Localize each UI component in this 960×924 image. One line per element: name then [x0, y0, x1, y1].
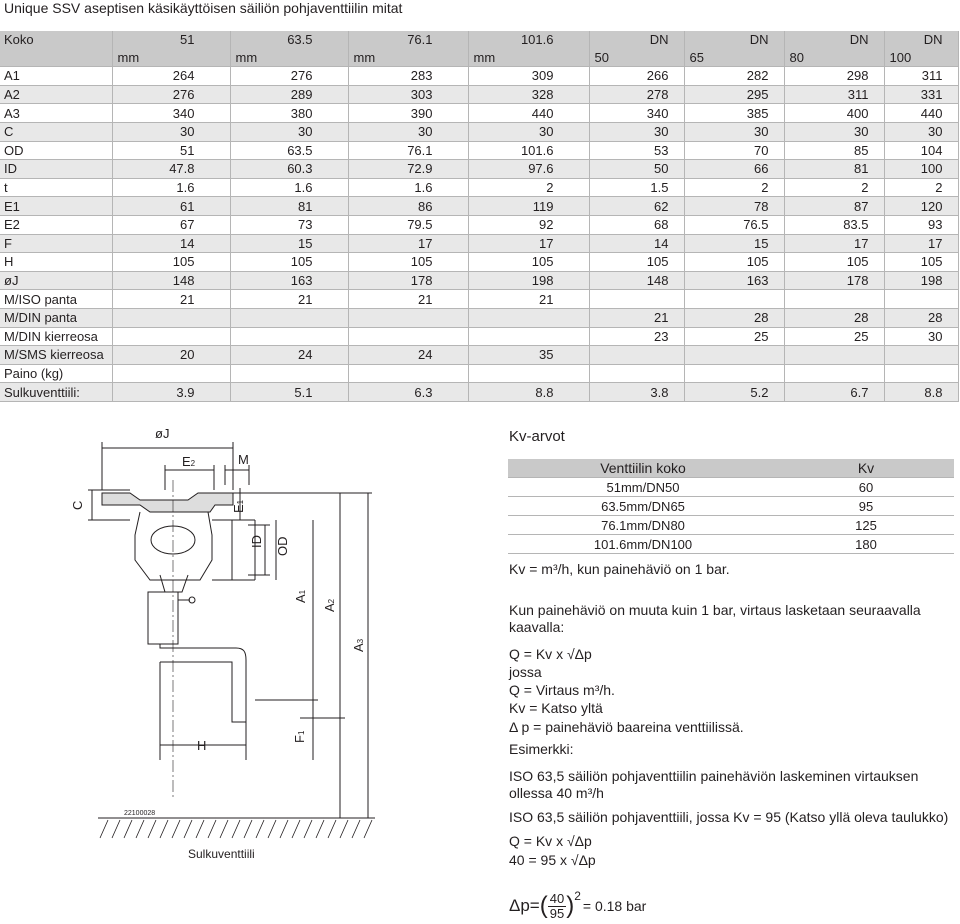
example-title: Esimerkki:: [509, 741, 574, 757]
cell: 47.8: [112, 160, 230, 179]
cell: 30: [589, 122, 684, 141]
cell: 30: [884, 122, 958, 141]
cell: 30: [468, 122, 589, 141]
cell: DN: [884, 31, 958, 49]
row-label: H: [0, 253, 112, 272]
label-M: M: [238, 452, 249, 467]
cell: 73: [230, 215, 348, 234]
cell: 25: [784, 327, 884, 346]
cell: DN: [684, 31, 784, 49]
cell: 2: [884, 178, 958, 197]
row-label: E1: [0, 197, 112, 216]
drawing-caption: Sulkuventtiili: [188, 847, 255, 861]
final-formula: Δp= ( $\frac{40}{95}$ ) 2 = 0.18 bar: [509, 889, 647, 921]
cell: 380: [230, 104, 348, 123]
table-row: [0, 290, 958, 309]
header-unit-row: [0, 49, 958, 67]
cell: 76.5: [684, 215, 784, 234]
cell: 28: [684, 308, 784, 327]
label-C: C: [70, 500, 85, 510]
cell: 8.8: [884, 383, 958, 402]
cell: [884, 346, 958, 365]
formula-3: 40 = 95 x √Δp: [509, 852, 596, 868]
cell: 311: [784, 85, 884, 104]
cell: 53: [589, 141, 684, 160]
q-definition: Q = Virtaus m³/h.: [509, 682, 615, 698]
cell: 62: [589, 197, 684, 216]
cell: 198: [468, 271, 589, 290]
cell: DN: [589, 31, 684, 49]
cell: 440: [884, 104, 958, 123]
cell: [784, 364, 884, 383]
label-A1: A1: [293, 589, 308, 603]
kv-note: Kv = m³/h, kun painehäviö on 1 bar.: [509, 561, 730, 577]
kv-table: [508, 459, 954, 554]
cell: 50: [589, 49, 684, 67]
kv-size: 101.6mm/DN100: [508, 535, 778, 554]
cell: 76.1: [348, 31, 468, 49]
cell: mm: [468, 49, 589, 67]
kv-value: 60: [778, 478, 954, 497]
cell: 1.6: [348, 178, 468, 197]
cell: 15: [230, 234, 348, 253]
cell: 289: [230, 85, 348, 104]
cell: 264: [112, 67, 230, 86]
table-row: [0, 160, 958, 179]
cell: 163: [230, 271, 348, 290]
example-1: ISO 63,5 säiliön pohjaventtiilin painehäviön laskeminen virtauksen ollessa 40 m³/h: [509, 768, 919, 801]
kv-row: [508, 497, 954, 516]
row-label: Koko: [0, 31, 112, 49]
label-A3: A3: [351, 638, 366, 652]
cell: 67: [112, 215, 230, 234]
cell: 63.5: [230, 141, 348, 160]
page-title: Unique SSV aseptisen käsikäyttöisen säiliön pohjaventtiilin mitat: [4, 0, 403, 16]
cell: [589, 346, 684, 365]
cell: 97.6: [468, 160, 589, 179]
cell: 50: [589, 160, 684, 179]
cell: 86: [348, 197, 468, 216]
cell: 35: [468, 346, 589, 365]
drawing-code: 22100028: [124, 810, 156, 817]
cell: 65: [684, 49, 784, 67]
cell: 68: [589, 215, 684, 234]
cell: mm: [112, 49, 230, 67]
table-row: [0, 122, 958, 141]
cell: [884, 364, 958, 383]
cell: [348, 308, 468, 327]
kv-col-size: Venttiilin koko: [508, 459, 778, 478]
cell: 14: [589, 234, 684, 253]
cell: 15: [684, 234, 784, 253]
dp-definition: Δ p = painehäviö baareina venttiilissä.: [509, 719, 744, 735]
table-row: [0, 85, 958, 104]
cell: 178: [348, 271, 468, 290]
table-row: [0, 67, 958, 86]
table-row: [0, 253, 958, 272]
cell: 309: [468, 67, 589, 86]
cell: 21: [589, 308, 684, 327]
row-label: [0, 49, 112, 67]
row-label: øJ: [0, 271, 112, 290]
cell: 30: [784, 122, 884, 141]
row-label: M/SMS kierreosa: [0, 346, 112, 365]
cell: [112, 364, 230, 383]
cell: 105: [884, 253, 958, 272]
dimensions-table: [0, 31, 959, 402]
kv-size: 51mm/DN50: [508, 478, 778, 497]
cell: 76.1: [348, 141, 468, 160]
cell: 2: [784, 178, 884, 197]
kv-row: [508, 516, 954, 535]
cell: 20: [112, 346, 230, 365]
cell: 101.6: [468, 31, 589, 49]
cell: 163: [684, 271, 784, 290]
cell: 21: [230, 290, 348, 309]
row-label: M/DIN kierreosa: [0, 327, 112, 346]
row-label: M/DIN panta: [0, 308, 112, 327]
cell: 6.3: [348, 383, 468, 402]
cell: 81: [230, 197, 348, 216]
header-row: [0, 31, 958, 49]
cell: [230, 364, 348, 383]
table-row: [0, 308, 958, 327]
cell: 298: [784, 67, 884, 86]
cell: 3.8: [589, 383, 684, 402]
cell: 340: [112, 104, 230, 123]
row-label: Paino (kg): [0, 364, 112, 383]
cell: [784, 290, 884, 309]
cell: 93: [884, 215, 958, 234]
formula-1: Q = Kv x √Δp: [509, 646, 592, 662]
cell: 51: [112, 31, 230, 49]
cell: 400: [784, 104, 884, 123]
cell: 283: [348, 67, 468, 86]
final-lhs: Δp=: [509, 896, 540, 915]
cell: [684, 290, 784, 309]
row-label: OD: [0, 141, 112, 160]
cell: [112, 308, 230, 327]
table-row: [0, 178, 958, 197]
cell: 148: [589, 271, 684, 290]
cell: 2: [468, 178, 589, 197]
cell: 17: [468, 234, 589, 253]
cell: 72.9: [348, 160, 468, 179]
cell: 340: [589, 104, 684, 123]
example-2: ISO 63,5 säiliön pohjaventtiili, jossa Kv = 95 (Katso yllä oleva taulukko): [509, 809, 949, 825]
cell: 30: [230, 122, 348, 141]
cell: 105: [684, 253, 784, 272]
cell: 2: [684, 178, 784, 197]
cell: 120: [884, 197, 958, 216]
cell: 1.6: [112, 178, 230, 197]
cell: 105: [112, 253, 230, 272]
cell: 30: [112, 122, 230, 141]
cell: 390: [348, 104, 468, 123]
cell: 311: [884, 67, 958, 86]
table-row: [0, 141, 958, 160]
cell: 104: [884, 141, 958, 160]
table-row: [0, 234, 958, 253]
cell: DN: [784, 31, 884, 49]
cell: 440: [468, 104, 589, 123]
cell: 51: [112, 141, 230, 160]
cell: [112, 327, 230, 346]
cell: [589, 364, 684, 383]
cell: 331: [884, 85, 958, 104]
cell: 70: [684, 141, 784, 160]
cell: 61: [112, 197, 230, 216]
label-ID: ID: [249, 535, 264, 548]
cell: [684, 364, 784, 383]
row-label: ID: [0, 160, 112, 179]
row-label: A3: [0, 104, 112, 123]
cell: [230, 308, 348, 327]
cell: [684, 346, 784, 365]
cell: 328: [468, 85, 589, 104]
cell: 276: [112, 85, 230, 104]
final-num: 40: [549, 890, 565, 906]
kv-value: 95: [778, 497, 954, 516]
table-row: [0, 197, 958, 216]
final-den: 95: [549, 905, 565, 921]
label-OD: OD: [275, 536, 290, 556]
cell: 83.5: [784, 215, 884, 234]
cell: 105: [784, 253, 884, 272]
kv-value: 125: [778, 516, 954, 535]
cell: 17: [784, 234, 884, 253]
row-label: C: [0, 122, 112, 141]
cell: 276: [230, 67, 348, 86]
table-row: [0, 383, 958, 402]
table-row: [0, 271, 958, 290]
cell: 100: [884, 49, 958, 67]
label-oJ: øJ: [155, 426, 170, 441]
cell: 25: [684, 327, 784, 346]
cell: 105: [589, 253, 684, 272]
table-row: [0, 327, 958, 346]
cell: [884, 290, 958, 309]
cell: 28: [784, 308, 884, 327]
cell: 105: [230, 253, 348, 272]
cell: 3.9: [112, 383, 230, 402]
cell: [468, 308, 589, 327]
cell: [348, 327, 468, 346]
cell: 105: [468, 253, 589, 272]
cell: 30: [884, 327, 958, 346]
cell: [784, 346, 884, 365]
cell: 5.1: [230, 383, 348, 402]
cell: 63.5: [230, 31, 348, 49]
label-A2: A2: [322, 598, 337, 612]
cell: 78: [684, 197, 784, 216]
cell: 23: [589, 327, 684, 346]
cell: 303: [348, 85, 468, 104]
row-label: t: [0, 178, 112, 197]
row-label: M/ISO panta: [0, 290, 112, 309]
kv-header-row: [508, 459, 954, 478]
final-exp: 2: [574, 889, 581, 903]
cell: 87: [784, 197, 884, 216]
cell: 1.6: [230, 178, 348, 197]
cell: 6.7: [784, 383, 884, 402]
cell: [589, 290, 684, 309]
cell: 80: [784, 49, 884, 67]
label-E2: E2: [182, 454, 196, 469]
cell: 278: [589, 85, 684, 104]
cell: 266: [589, 67, 684, 86]
table-row: [0, 215, 958, 234]
final-rhs: = 0.18 bar: [582, 898, 647, 914]
cell: 148: [112, 271, 230, 290]
kv-row: [508, 478, 954, 497]
kv-row: [508, 535, 954, 554]
table-row: [0, 364, 958, 383]
cell: 178: [784, 271, 884, 290]
cell: [348, 364, 468, 383]
cell: 60.3: [230, 160, 348, 179]
cell: 198: [884, 271, 958, 290]
cell: 101.6: [468, 141, 589, 160]
row-label: E2: [0, 215, 112, 234]
table-row: [0, 346, 958, 365]
cell: 85: [784, 141, 884, 160]
kv-value: 180: [778, 535, 954, 554]
cell: 100: [884, 160, 958, 179]
row-label: Sulkuventtiili:: [0, 383, 112, 402]
cell: 282: [684, 67, 784, 86]
cell: 30: [684, 122, 784, 141]
cell: 24: [348, 346, 468, 365]
kv-col-kv: Kv: [778, 459, 954, 478]
cell: 21: [112, 290, 230, 309]
cell: 385: [684, 104, 784, 123]
kv-size: 76.1mm/DN80: [508, 516, 778, 535]
row-label: A1: [0, 67, 112, 86]
label-H: H: [197, 738, 207, 753]
cell: 24: [230, 346, 348, 365]
label-E1: E1: [231, 499, 246, 513]
cell: 295: [684, 85, 784, 104]
cell: [468, 364, 589, 383]
cell: 17: [884, 234, 958, 253]
cell: 28: [884, 308, 958, 327]
cell: [468, 327, 589, 346]
cell: mm: [230, 49, 348, 67]
table-row: [0, 104, 958, 123]
label-F1: F1: [292, 730, 307, 743]
cell: 21: [348, 290, 468, 309]
formula-intro: Kun painehäviö on muuta kuin 1 bar, virtaus lasketaan seuraavalla kaavalla:: [509, 602, 921, 635]
kv-size: 63.5mm/DN65: [508, 497, 778, 516]
cell: 21: [468, 290, 589, 309]
jossa-text: jossa: [509, 664, 542, 680]
cell: [230, 327, 348, 346]
cell: 105: [348, 253, 468, 272]
cell: 1.5: [589, 178, 684, 197]
row-label: F: [0, 234, 112, 253]
cell: 5.2: [684, 383, 784, 402]
cell: 79.5: [348, 215, 468, 234]
valve-drawing: [60, 420, 500, 890]
kv-definition: Kv = Katso yltä: [509, 700, 603, 716]
cell: 81: [784, 160, 884, 179]
kv-title: Kv-arvot: [509, 428, 565, 445]
cell: 66: [684, 160, 784, 179]
cell: 17: [348, 234, 468, 253]
cell: 92: [468, 215, 589, 234]
cell: 119: [468, 197, 589, 216]
cell: mm: [348, 49, 468, 67]
formula-2: Q = Kv x √Δp: [509, 833, 592, 849]
row-label: A2: [0, 85, 112, 104]
cell: 8.8: [468, 383, 589, 402]
cell: 30: [348, 122, 468, 141]
cell: 14: [112, 234, 230, 253]
